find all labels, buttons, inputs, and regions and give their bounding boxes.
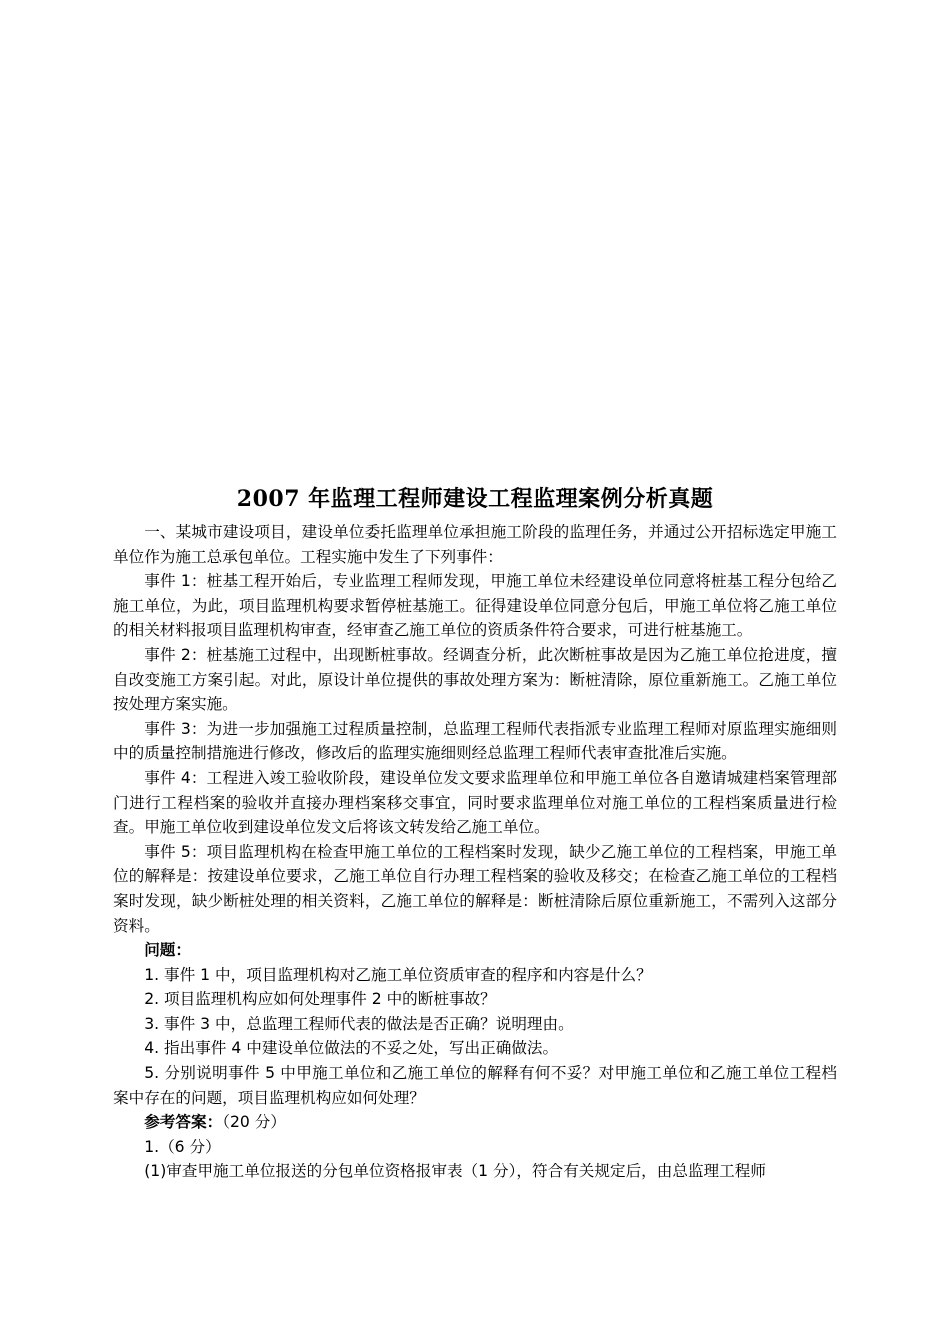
question-1: 1. 事件 1 中，项目监理机构对乙施工单位资质审查的程序和内容是什么？ xyxy=(144,965,652,984)
answer-heading xyxy=(113,1110,837,1135)
event-5: 事件 5：项目监理机构在检查甲施工单位的工程档案时发现，缺少乙施工单位的工程档案，甲施工单位的解释是：按建设单位要求，乙施工单位自行办理工程档案的验收及移交；在检查乙施工单位的工程档案时发现，缺少断桩处理的相关资料，乙施工单位的解释是：断桩清除后原位重新施工，不需列入这部分资料。 xyxy=(113,842,837,935)
document-body xyxy=(113,482,837,1184)
answer-score: （20 分） xyxy=(222,1113,286,1132)
questions-heading: 问题： xyxy=(144,941,191,960)
question-2: 2. 项目监理机构应如何处理事件 2 中的断桩事故？ xyxy=(144,990,496,1009)
question-3: 3. 事件 3 中，总监理工程师代表的做法是否正确？说明理由。 xyxy=(144,1014,574,1033)
event-1: 事件 1：桩基工程开始后，专业监理工程师发现，甲施工单位未经建设单位同意将桩基工程分包给乙施工单位，为此，项目监理机构要求暂停桩基施工。征得建设单位同意分包后，甲施工单位将乙施工单位的相关材料报项目监理机构审查，经审查乙施工单位的资质条件符合要求，可进行桩基施工。 xyxy=(113,572,837,640)
event-2: 事件 2：桩基施工过程中，出现断桩事故。经调查分析，此次断桩事故是因为乙施工单位抢进度，擅自改变施工方案引起。对此，原设计单位提供的事故处理方案为：断桩清除，原位重新施工。乙施工单位按处理方案实施。 xyxy=(113,645,837,714)
question-5: 5. 分别说明事件 5 中甲施工单位和乙施工单位的解释有何不妥？对甲施工单位和乙施工单位工程档案中存在的问题，项目监理机构应如何处理？ xyxy=(113,1064,837,1107)
question-4: 4. 指出事件 4 中建设单位做法的不妥之处，写出正确做法。 xyxy=(144,1039,559,1058)
answer-label: 参考答案： xyxy=(144,1113,223,1132)
answer-part-1-item-1: (1)审查甲施工单位报送的分包单位资格报审表（1 分），符合有关规定后，由总监理工程师 xyxy=(144,1162,766,1181)
answer-part-1: 1.（6 分） xyxy=(144,1137,221,1156)
event-4: 事件 4：工程进入竣工验收阶段，建设单位发文要求监理单位和甲施工单位各自邀请城建档案管理部门进行工程档案的验收并直接办理档案移交事宜，同时要求监理单位对施工单位的工程档案质量进行检查。甲施工单位收到建设单位发文后将该文转发给乙施工单位。 xyxy=(113,768,837,837)
document-title: 2007 年监理工程师建设工程监理案例分析真题 xyxy=(236,486,714,512)
case-intro: 一、某城市建设项目，建设单位委托监理单位承担施工阶段的监理任务，并通过公开招标选定甲施工单位作为施工总承包单位。工程实施中发生了下列事件： xyxy=(113,523,837,566)
event-3: 事件 3：为进一步加强施工过程质量控制，总监理工程师代表指派专业监理工程师对原监理实施细则中的质量控制措施进行修改，修改后的监理实施细则经总监理工程师代表审查批准后实施。 xyxy=(113,719,837,763)
